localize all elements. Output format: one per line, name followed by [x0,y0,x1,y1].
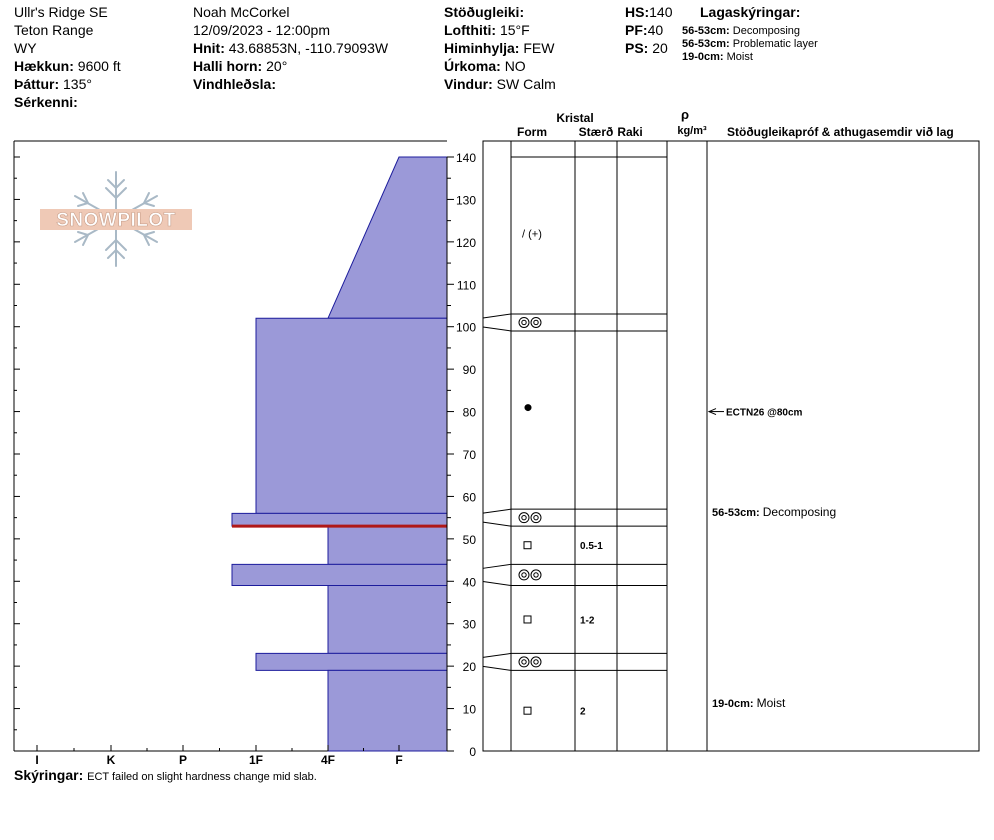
grain-melt-icon [519,317,529,327]
hardness-tick-label: K [106,753,116,767]
elevation-value: 9600 ft [77,58,121,74]
state: WY [14,40,37,56]
grain-size-label: 0.5-1 [580,541,603,553]
layer-note: 19-0cm: Moist [682,51,753,63]
depth-tick-label: 50 [462,532,476,547]
observer: Noah McCorkel [193,4,290,20]
layer-connector [483,582,511,586]
grain-melt-icon [531,570,541,580]
hardness-tick-label: F [395,753,403,767]
datetime: 12/09/2023 - 12:00pm [193,22,330,38]
header-density-unit: kg/m³ [677,125,707,137]
layer-connector [483,564,511,568]
layer-connector [483,509,511,513]
wind-label: Vindur: [444,76,493,92]
grain-faceted-icon [524,707,531,714]
grain-melt-icon [519,513,529,523]
hardness-plot [14,141,447,767]
grain-melt-icon [519,570,529,580]
ps-label: PS: [625,40,649,56]
grain-rounded-icon [525,404,532,411]
layer-grid [447,107,979,759]
grain-faceted-icon [524,616,531,623]
grain-melt-icon [534,320,538,324]
hardness-layer [328,670,447,751]
stability-label: Stöðugleiki: [444,4,525,20]
depth-tick-label: 130 [455,193,476,208]
coords-value: 43.68853N, -110.79093W [228,40,389,56]
grain-melt-icon [534,660,538,664]
hardness-layer [328,157,447,318]
layer-connector [483,653,511,657]
depth-tick-label: 60 [462,490,476,505]
hardness-tick-label: 4F [320,753,336,767]
layer-comment: 56-53cm: Decomposing [712,505,837,520]
sky-value: FEW [523,40,555,56]
grain-melt-icon [522,573,526,577]
air-temp-label: Lofthiti: [444,22,497,38]
pf-label: PF: [625,22,648,38]
hardness-layer [232,513,447,526]
depth-tick-label: 10 [462,702,476,717]
grain-melt-icon [531,317,541,327]
depth-tick-label: 0 [469,745,476,759]
layer-note: 56-53cm: Problematic layer [682,38,818,50]
header-form: Form [517,125,547,139]
hardness-layer [232,564,447,585]
footer-notes [14,767,317,783]
stability-test-label: ECTN26 @80cm [726,407,803,419]
layer-connector [483,327,511,331]
header-crystal: Kristal [556,111,594,125]
grain-size-label: 1-2 [580,615,595,627]
hardness-layer [328,526,447,564]
air-temp-value: 15°F [499,22,530,38]
hardness-layer [256,653,447,670]
sky-label: Himinhylja: [444,40,520,56]
elevation-label: Hækkun: [14,58,74,74]
depth-tick-label: 100 [455,320,476,335]
grain-melt-icon [522,660,526,664]
logo-text: SNOWPILOT [56,210,176,231]
hs-value: 140 [649,4,673,20]
mountain-range: Teton Range [14,22,94,38]
grain-melt-icon [531,513,541,523]
slope-label: Halli horn: [193,58,263,74]
grain-melt-icon [534,573,538,577]
ps-value: 20 [652,40,668,56]
footer-text: ECT failed on slight hardness change mid slab. [87,771,317,783]
header-size: Stærð [578,125,614,139]
grain-melt-icon [522,515,526,519]
grain-melt-icon [531,657,541,667]
grain-faceted-icon [524,542,531,549]
grain-melt-icon [534,515,538,519]
aspect-value: 135° [63,76,92,92]
depth-tick-label: 20 [462,660,476,675]
location: Ullr's Ridge SE [14,4,108,20]
depth-tick-label: 30 [462,617,476,632]
pf-value: 40 [647,22,664,38]
slope-value: 20° [266,58,288,74]
depth-tick-label: 110 [456,278,476,293]
precip-value: NO [504,58,526,74]
grain-new-snow-label: / (+) [522,228,542,241]
precip-label: Úrkoma: [444,58,501,74]
depth-tick-label: 140 [455,151,476,165]
grid-frame [483,141,979,751]
grain-size-label: 2 [580,706,586,718]
layer-connector [483,522,511,526]
layer-comment: 19-0cm: Moist [712,696,786,711]
hardness-tick-label: 1F [248,753,264,767]
grain-melt-icon [519,657,529,667]
coords-label: Hnit: [193,40,225,56]
hardness-layer [328,586,447,654]
features-label: Sérkenni: [14,94,78,110]
aspect-label: Þáttur: [14,76,60,92]
wind-value: SW Calm [496,76,556,92]
depth-tick-label: 40 [462,575,476,590]
depth-tick-label: 80 [462,405,476,420]
wind-loading-label: Vindhleðsla: [193,76,276,92]
depth-tick-label: 120 [455,235,476,250]
depth-tick-label: 70 [462,448,476,462]
layer-note: 56-53cm: Decomposing [682,25,801,37]
grain-melt-icon [522,320,526,324]
layer-connector [483,314,511,318]
footer-label: Skýringar: [14,767,84,783]
hardness-tick-label: P [178,753,188,767]
hs-label: HS: [625,4,650,20]
depth-tick-label: 90 [462,363,476,378]
layer-connector [483,666,511,670]
header-comments: Stöðugleikapróf & athugasemdir við lag [727,125,954,139]
hardness-layer [256,318,447,513]
header-density-symbol: ρ [680,107,690,122]
hardness-tick-label: I [35,753,39,767]
header-moisture: Raki [617,125,643,139]
layer-notes-title: Lagaskýringar: [700,4,801,20]
